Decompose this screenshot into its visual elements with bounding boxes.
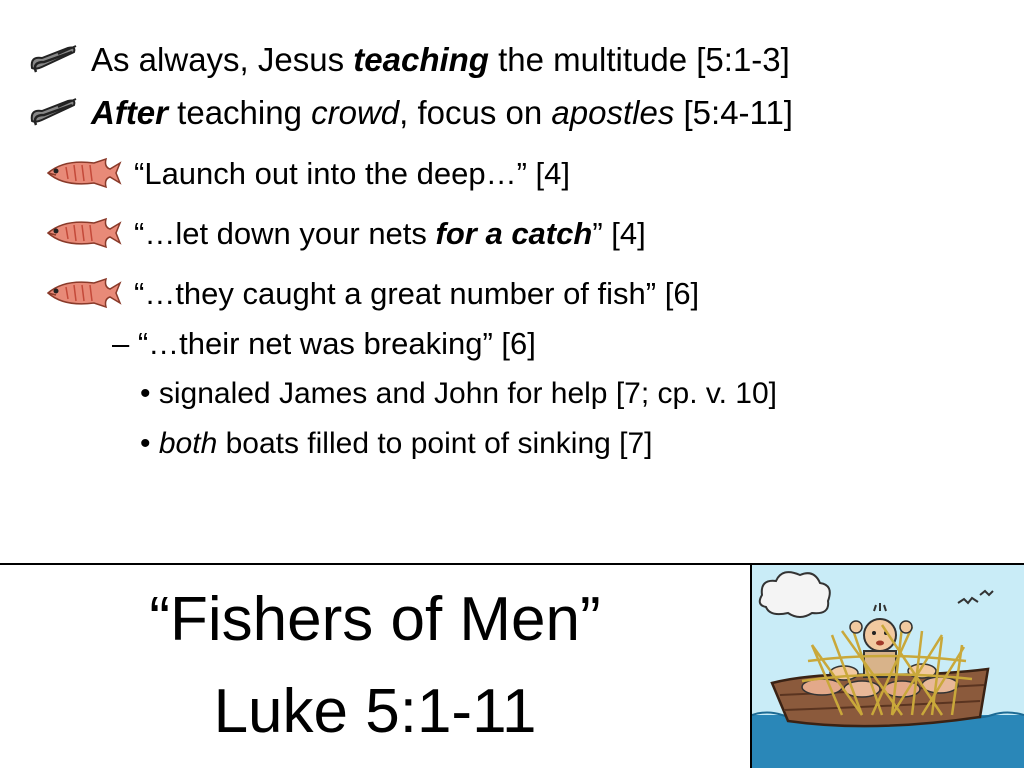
emphasis-teaching: teaching xyxy=(353,41,489,78)
text-segment: the multitude [5:1-3] xyxy=(488,41,790,78)
text-segment: As always, Jesus xyxy=(91,41,354,78)
subsubbullet-signaled xyxy=(140,379,777,409)
subbullet-net-breaking: – “…their net was breaking” [6] xyxy=(112,326,536,361)
subsubbullet-both-boats xyxy=(140,429,653,459)
text-segment: boats filled to point of sinking [7] xyxy=(217,427,653,460)
emphasis-both: both xyxy=(158,427,218,460)
title-area xyxy=(0,565,750,768)
bullet-great-number: “…they caught a great number of fish” [6] xyxy=(134,276,700,311)
fishing-hook-icon xyxy=(28,95,80,129)
bullet-launch-out: “Launch out into the deep…” [4] xyxy=(134,156,571,191)
fish-icon xyxy=(44,277,122,309)
text-segment: teaching xyxy=(168,94,312,131)
emphasis-after: After xyxy=(91,94,169,131)
bullet-let-down-nets xyxy=(134,218,646,249)
fish-icon xyxy=(44,157,122,189)
bullet-dot: • xyxy=(140,377,151,410)
text-segment: “…let down your nets xyxy=(134,216,436,251)
slide-title: “Fishers of Men” xyxy=(149,585,601,654)
fishing-hook-icon xyxy=(28,42,80,76)
footer-bar xyxy=(0,563,1024,768)
fish-icon xyxy=(44,217,122,249)
text-segment: ” [4] xyxy=(592,216,646,251)
bullet-teaching-multitude xyxy=(91,43,790,76)
text-segment: [5:4-11] xyxy=(674,94,793,131)
cartoon-fisherman-image xyxy=(750,565,1024,768)
emphasis-apostles: apostles xyxy=(551,94,675,131)
emphasis-crowd: crowd xyxy=(311,94,400,131)
bullet-dot: • xyxy=(140,427,151,460)
fisherman-net-boat-illustration xyxy=(752,565,1024,768)
bullet-after-teaching xyxy=(91,96,793,129)
text-segment: signaled James and John for help [7; cp. v. 10] xyxy=(158,377,778,410)
emphasis-for-a-catch: for a catch xyxy=(435,216,593,251)
text-segment: , focus on xyxy=(399,94,552,131)
scripture-reference: Luke 5:1-11 xyxy=(213,677,537,746)
